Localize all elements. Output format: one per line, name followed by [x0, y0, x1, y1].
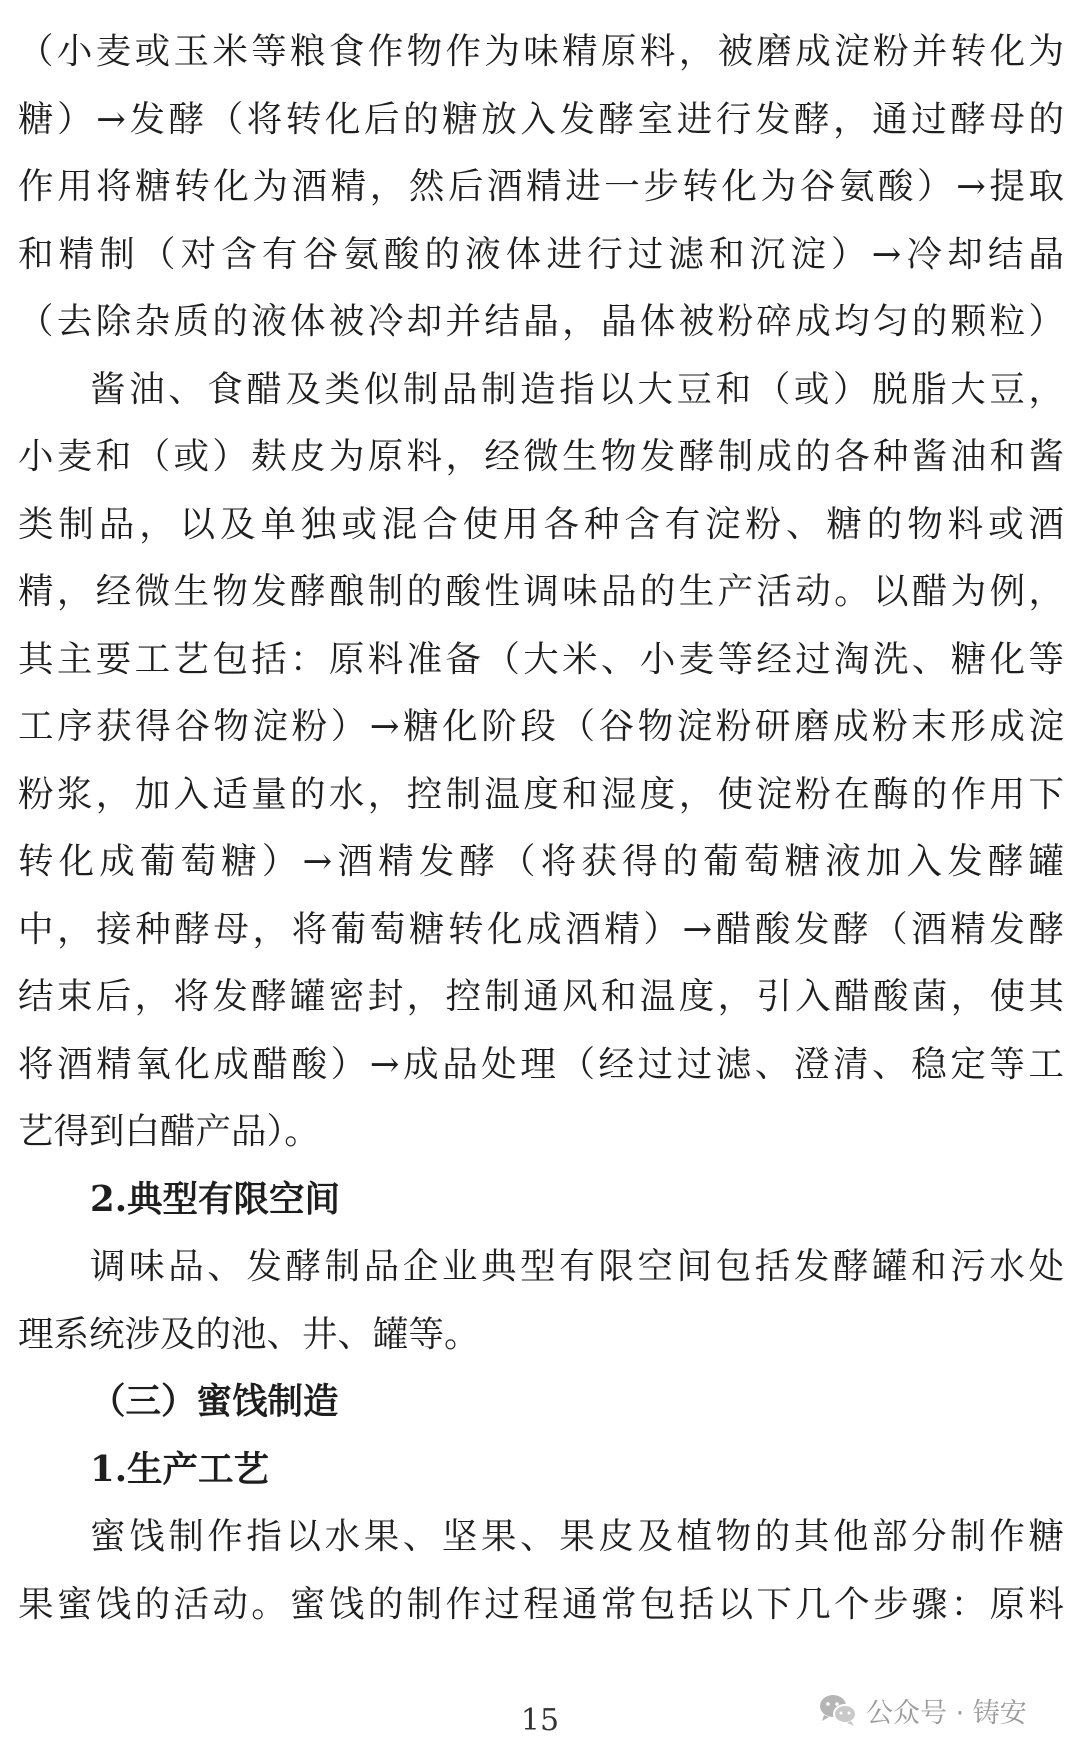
text-line: 小麦和（或）麸皮为原料，经微生物发酵制成的各种酱油和酱 [18, 436, 1064, 477]
watermark-text: 公众号 · 铸安 [866, 1697, 1027, 1729]
text-line: 精，经微生物发酵酿制的酸性调味品的生产活动。以醋为例， [18, 571, 1064, 612]
text-line: 粉浆，加入适量的水，控制温度和湿度，使淀粉在酶的作用下 [18, 773, 1064, 815]
text-line: （小麦或玉米等粮食作物作为味精原料，被磨成淀粉并转化为 [18, 31, 1064, 72]
paragraph-first-line: 蜜饯制作指以水果、坚果、果皮及植物的其他部分制作糖 [90, 1516, 1064, 1557]
text-line: 艺得到白醋产品）。 [18, 1111, 320, 1152]
text-line: 结束后，将发酵罐密封，控制通风和温度，引入醋酸菌，使其 [18, 976, 1064, 1017]
text-line: 中，接种酵母，将葡萄糖转化成酒精）→醋酸发酵（酒精发酵 [18, 908, 1064, 950]
text-line: 类制品，以及单独或混合使用各种含有淀粉、糖的物料或酒 [18, 503, 1064, 545]
text-line: 转化成葡萄糖）→酒精发酵（将获得的葡萄糖液加入发酵罐 [18, 841, 1064, 882]
text-line: 工序获得谷物淀粉）→糖化阶段（谷物淀粉研磨成粉末形成淀 [18, 706, 1064, 747]
text-line: 和精制（对含有谷氨酸的液体进行过滤和沉淀）→冷却结晶 [18, 233, 1064, 275]
section-heading: 1.生产工艺 [90, 1448, 270, 1490]
document-body [18, 18, 1064, 1638]
text-line: 将酒精氧化成醋酸）→成品处理（经过过滤、澄清、稳定等工 [18, 1043, 1064, 1085]
section-heading: 2.典型有限空间 [90, 1178, 341, 1220]
text-line: 果蜜饯的活动。蜜饯的制作过程通常包括以下几个步骤：原料 [18, 1583, 1064, 1625]
text-line: 作用将糖转化为酒精，然后酒精进一步转化为谷氨酸）→提取 [18, 166, 1064, 207]
chapter-heading: （三）蜜饯制造 [90, 1381, 339, 1422]
text-line: （去除杂质的液体被冷却并结晶，晶体被粉碎成均匀的颗粒） [18, 301, 1064, 342]
text-line: 其主要工艺包括：原料准备（大米、小麦等经过淘洗、糖化等 [18, 638, 1064, 680]
paragraph-first-line: 调味品、发酵制品企业典型有限空间包括发酵罐和污水处 [90, 1246, 1064, 1287]
text-line: 糖）→发酵（将转化后的糖放入发酵室进行发酵，通过酵母的 [18, 98, 1064, 140]
text-line: 理系统涉及的池、井、罐等。 [18, 1313, 480, 1355]
page-number: 15 [520, 1703, 560, 1738]
paragraph-first-line: 酱油、食醋及类似制品制造指以大豆和（或）脱脂大豆， [90, 368, 1064, 410]
